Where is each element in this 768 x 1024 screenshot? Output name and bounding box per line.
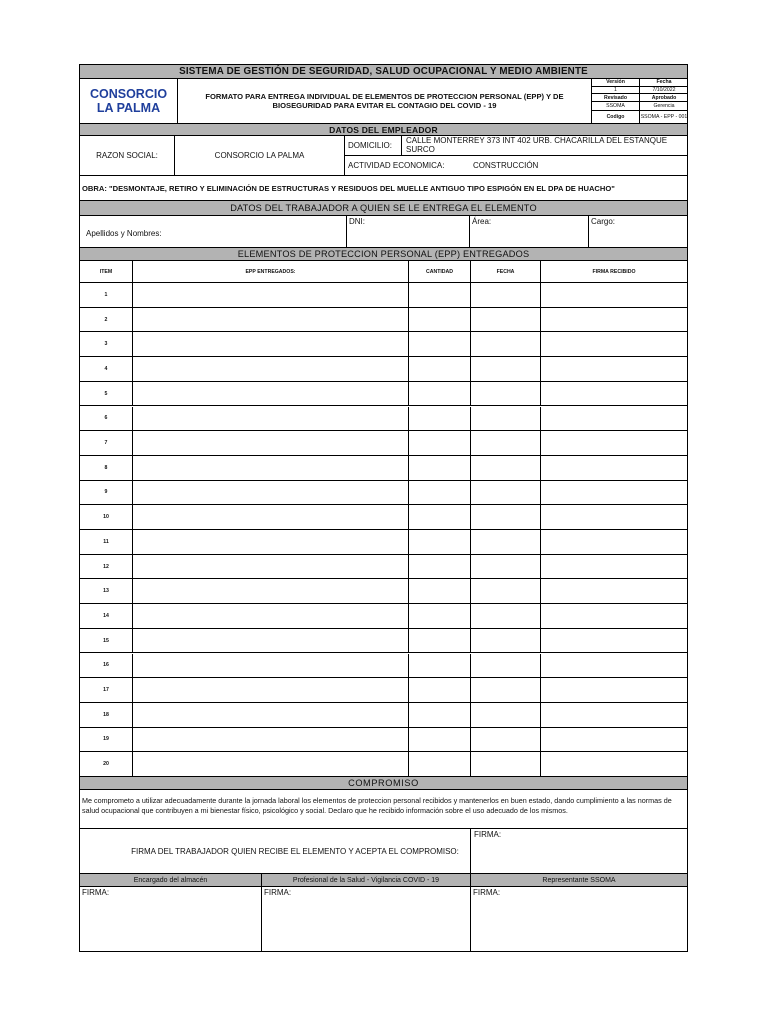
- epp-cell[interactable]: [133, 530, 409, 555]
- epp-section-title: ELEMENTOS DE PROTECCION PERSONAL (EPP) ENTREGADOS: [80, 248, 687, 261]
- fecha-cell[interactable]: [471, 382, 541, 407]
- col-cantidad-header: CANTIDAD: [409, 261, 471, 283]
- firma-encargado-field[interactable]: [80, 887, 262, 951]
- compromiso-text: Me comprometo a utilizar adecuadamente durante la jornada laboral los elementos de proteccion personal recibidos y mantenerlos en buen estado, dando cumplimiento a las normas de salud ocupacional que contribuyen a mi bienestar físico, psicológico y social. Declaro que he recibido información sobre el uso adecuado de los mismos.: [80, 790, 687, 829]
- fecha-cell[interactable]: [471, 407, 541, 432]
- item-number-cell: 18: [80, 703, 133, 728]
- epp-cell[interactable]: [133, 332, 409, 357]
- revisado-value: SSOMA: [592, 102, 640, 111]
- item-number-cell: 17: [80, 678, 133, 703]
- firma-recibido-cell[interactable]: [541, 308, 687, 333]
- epp-cell[interactable]: [133, 728, 409, 753]
- firma-recibido-cell[interactable]: [541, 407, 687, 432]
- cantidad-cell[interactable]: [409, 604, 471, 629]
- cantidad-cell[interactable]: [409, 678, 471, 703]
- firma-trabajador-label: FIRMA:: [474, 830, 502, 839]
- item-number-cell: 9: [80, 481, 133, 506]
- epp-cell[interactable]: [133, 456, 409, 481]
- cantidad-cell[interactable]: [409, 629, 471, 654]
- fecha-value: 7/10/2022: [640, 87, 688, 95]
- firma-recibido-cell[interactable]: [541, 431, 687, 456]
- razon-social-label: RAZON SOCIAL:: [80, 136, 175, 176]
- company-logo: [80, 79, 178, 124]
- epp-cell[interactable]: [133, 481, 409, 506]
- domicilio-value[interactable]: CALLE MONTERREY 373 INT 402 URB. CHACARILLA DEL ESTANQUE SURCO: [402, 136, 687, 156]
- item-number-cell: 3: [80, 332, 133, 357]
- fecha-cell[interactable]: [471, 752, 541, 777]
- item-number-cell: 20: [80, 752, 133, 777]
- format-title: FORMATO PARA ENTREGA INDIVIDUAL DE ELEMENTOS DE PROTECCION PERSONAL (EPP) Y DE BIOSEGURIDAD PARA EVITAR EL CONTAGIO DEL COVID - 19: [178, 79, 591, 124]
- dni-field[interactable]: [347, 216, 470, 248]
- apellidos-nombres-field[interactable]: [80, 216, 347, 248]
- epp-cell[interactable]: [133, 431, 409, 456]
- revisado-label: Revisado: [592, 94, 640, 102]
- cantidad-cell[interactable]: [409, 357, 471, 382]
- col-firma-header: FIRMA RECIBIDO: [541, 261, 687, 283]
- firma-recibido-cell[interactable]: [541, 555, 687, 580]
- fecha-cell[interactable]: [471, 431, 541, 456]
- cantidad-cell[interactable]: [409, 752, 471, 777]
- cantidad-cell[interactable]: [409, 382, 471, 407]
- firma-recibido-cell[interactable]: [541, 654, 687, 679]
- cantidad-cell[interactable]: [409, 579, 471, 604]
- epp-cell[interactable]: [133, 308, 409, 333]
- fecha-cell[interactable]: [471, 481, 541, 506]
- firma-recibido-cell[interactable]: [541, 629, 687, 654]
- epp-cell[interactable]: [133, 357, 409, 382]
- firma-profesional-field[interactable]: [262, 887, 471, 951]
- item-number-cell: 6: [80, 407, 133, 432]
- epp-cell[interactable]: [133, 505, 409, 530]
- firma-recibido-cell[interactable]: [541, 604, 687, 629]
- dni-label: DNI:: [349, 217, 365, 226]
- cantidad-cell[interactable]: [409, 407, 471, 432]
- cantidad-cell[interactable]: [409, 456, 471, 481]
- epp-cell[interactable]: [133, 752, 409, 777]
- epp-cell[interactable]: [133, 678, 409, 703]
- cantidad-cell[interactable]: [409, 555, 471, 580]
- document-meta-table: [591, 79, 687, 124]
- epp-cell[interactable]: [133, 407, 409, 432]
- firma-recibido-cell[interactable]: [541, 456, 687, 481]
- cantidad-cell[interactable]: [409, 505, 471, 530]
- epp-cell[interactable]: [133, 654, 409, 679]
- epp-cell[interactable]: [133, 703, 409, 728]
- codigo-value: SSOMA - EPP - 001: [640, 114, 688, 120]
- epp-cell[interactable]: [133, 555, 409, 580]
- logo-line1: CONSORCIO: [89, 87, 168, 101]
- cantidad-cell[interactable]: [409, 481, 471, 506]
- system-title: SISTEMA DE GESTIÓN DE SEGURIDAD, SALUD OCUPACIONAL Y MEDIO AMBIENTE: [80, 65, 687, 79]
- cantidad-cell[interactable]: [409, 431, 471, 456]
- epp-delivery-form: [79, 64, 688, 952]
- fecha-cell[interactable]: [471, 678, 541, 703]
- item-number-cell: 15: [80, 629, 133, 654]
- actividad-value[interactable]: CONSTRUCCIÓN: [465, 156, 687, 176]
- fecha-cell[interactable]: [471, 456, 541, 481]
- aprobado-value: Gerencia: [640, 102, 688, 111]
- epp-cell[interactable]: [133, 604, 409, 629]
- fecha-cell[interactable]: [471, 357, 541, 382]
- codigo-label: Codigo: [592, 111, 640, 123]
- cargo-field[interactable]: [589, 216, 687, 248]
- firma-recibido-cell[interactable]: [541, 332, 687, 357]
- item-number-cell: 1: [80, 283, 133, 308]
- fecha-cell[interactable]: [471, 728, 541, 753]
- firma-recibido-cell[interactable]: [541, 283, 687, 308]
- epp-cell[interactable]: [133, 629, 409, 654]
- fecha-cell[interactable]: [471, 283, 541, 308]
- epp-table: [80, 261, 687, 777]
- item-number-cell: 8: [80, 456, 133, 481]
- version-label: Versión: [592, 79, 640, 87]
- cantidad-cell[interactable]: [409, 703, 471, 728]
- epp-cell[interactable]: [133, 382, 409, 407]
- cantidad-cell[interactable]: [409, 332, 471, 357]
- firma-recibido-cell[interactable]: [541, 481, 687, 506]
- empleador-section-title: DATOS DEL EMPLEADOR: [80, 124, 687, 136]
- fecha-cell[interactable]: [471, 530, 541, 555]
- firma-representante-label: FIRMA:: [473, 888, 501, 897]
- item-number-cell: 13: [80, 579, 133, 604]
- fecha-label: Fecha: [640, 79, 688, 87]
- firma-trabajador-text: FIRMA DEL TRABAJADOR QUIEN RECIBE EL ELEMENTO Y ACEPTA EL COMPROMISO:: [80, 829, 471, 874]
- fecha-cell[interactable]: [471, 703, 541, 728]
- aprobado-label: Aprobado: [640, 94, 688, 102]
- firma-recibido-cell[interactable]: [541, 382, 687, 407]
- razon-social-value[interactable]: CONSORCIO LA PALMA: [175, 136, 345, 176]
- item-number-cell: 7: [80, 431, 133, 456]
- encargado-almacen-header: Encargado del almacén: [80, 874, 262, 887]
- item-number-cell: 16: [80, 654, 133, 679]
- fecha-cell[interactable]: [471, 332, 541, 357]
- obra-description: OBRA: "DESMONTAJE, RETIRO Y ELIMINACIÓN DE ESTRUCTURAS Y RESIDUOS DEL MUELLE ANTIGUO TIPO ESPIGÓN EN EL DPA DE HUACHO": [80, 176, 687, 201]
- compromiso-section-title: COMPROMISO: [80, 777, 687, 790]
- fecha-cell[interactable]: [471, 604, 541, 629]
- representante-ssoma-header: Representante SSOMA: [471, 874, 687, 887]
- item-number-cell: 19: [80, 728, 133, 753]
- fecha-cell[interactable]: [471, 654, 541, 679]
- firma-recibido-cell[interactable]: [541, 728, 687, 753]
- version-value: 1: [592, 87, 640, 95]
- firma-recibido-cell[interactable]: [541, 505, 687, 530]
- firma-profesional-label: FIRMA:: [264, 888, 292, 897]
- item-number-cell: 4: [80, 357, 133, 382]
- col-item-header: ITEM: [80, 261, 133, 283]
- apellidos-nombres-label: Apellidos y Nombres:: [86, 229, 162, 238]
- fecha-cell[interactable]: [471, 579, 541, 604]
- cantidad-cell[interactable]: [409, 308, 471, 333]
- domicilio-label: DOMICILIO:: [345, 136, 402, 156]
- epp-cell[interactable]: [133, 283, 409, 308]
- trabajador-section-title: DATOS DEL TRABAJADOR A QUIEN SE LE ENTREGA EL ELEMENTO: [80, 201, 687, 216]
- item-number-cell: 11: [80, 530, 133, 555]
- item-number-cell: 14: [80, 604, 133, 629]
- item-number-cell: 5: [80, 382, 133, 407]
- area-field[interactable]: [470, 216, 589, 248]
- item-number-cell: 10: [80, 505, 133, 530]
- cantidad-cell[interactable]: [409, 654, 471, 679]
- firma-recibido-cell[interactable]: [541, 530, 687, 555]
- col-epp-header: EPP ENTREGADOS:: [133, 261, 409, 283]
- fecha-cell[interactable]: [471, 505, 541, 530]
- firma-recibido-cell[interactable]: [541, 703, 687, 728]
- cargo-label: Cargo:: [591, 217, 616, 226]
- firma-trabajador-field[interactable]: [471, 829, 687, 874]
- area-label: Área:: [472, 217, 492, 226]
- profesional-salud-header: Profesional de la Salud - Vigilancia COVID - 19: [262, 874, 471, 887]
- firma-encargado-label: FIRMA:: [82, 888, 110, 897]
- cantidad-cell[interactable]: [409, 728, 471, 753]
- cantidad-cell[interactable]: [409, 530, 471, 555]
- firma-representante-field[interactable]: [471, 887, 687, 951]
- epp-cell[interactable]: [133, 579, 409, 604]
- fecha-cell[interactable]: [471, 629, 541, 654]
- fecha-cell[interactable]: [471, 555, 541, 580]
- firma-recibido-cell[interactable]: [541, 678, 687, 703]
- firma-recibido-cell[interactable]: [541, 357, 687, 382]
- firma-recibido-cell[interactable]: [541, 752, 687, 777]
- cantidad-cell[interactable]: [409, 283, 471, 308]
- fecha-cell[interactable]: [471, 308, 541, 333]
- col-fecha-header: FECHA: [471, 261, 541, 283]
- logo-line2: LA PALMA: [96, 101, 161, 115]
- actividad-label: ACTIVIDAD ECONOMICA:: [345, 156, 465, 176]
- item-number-cell: 12: [80, 555, 133, 580]
- item-number-cell: 2: [80, 308, 133, 333]
- firma-recibido-cell[interactable]: [541, 579, 687, 604]
